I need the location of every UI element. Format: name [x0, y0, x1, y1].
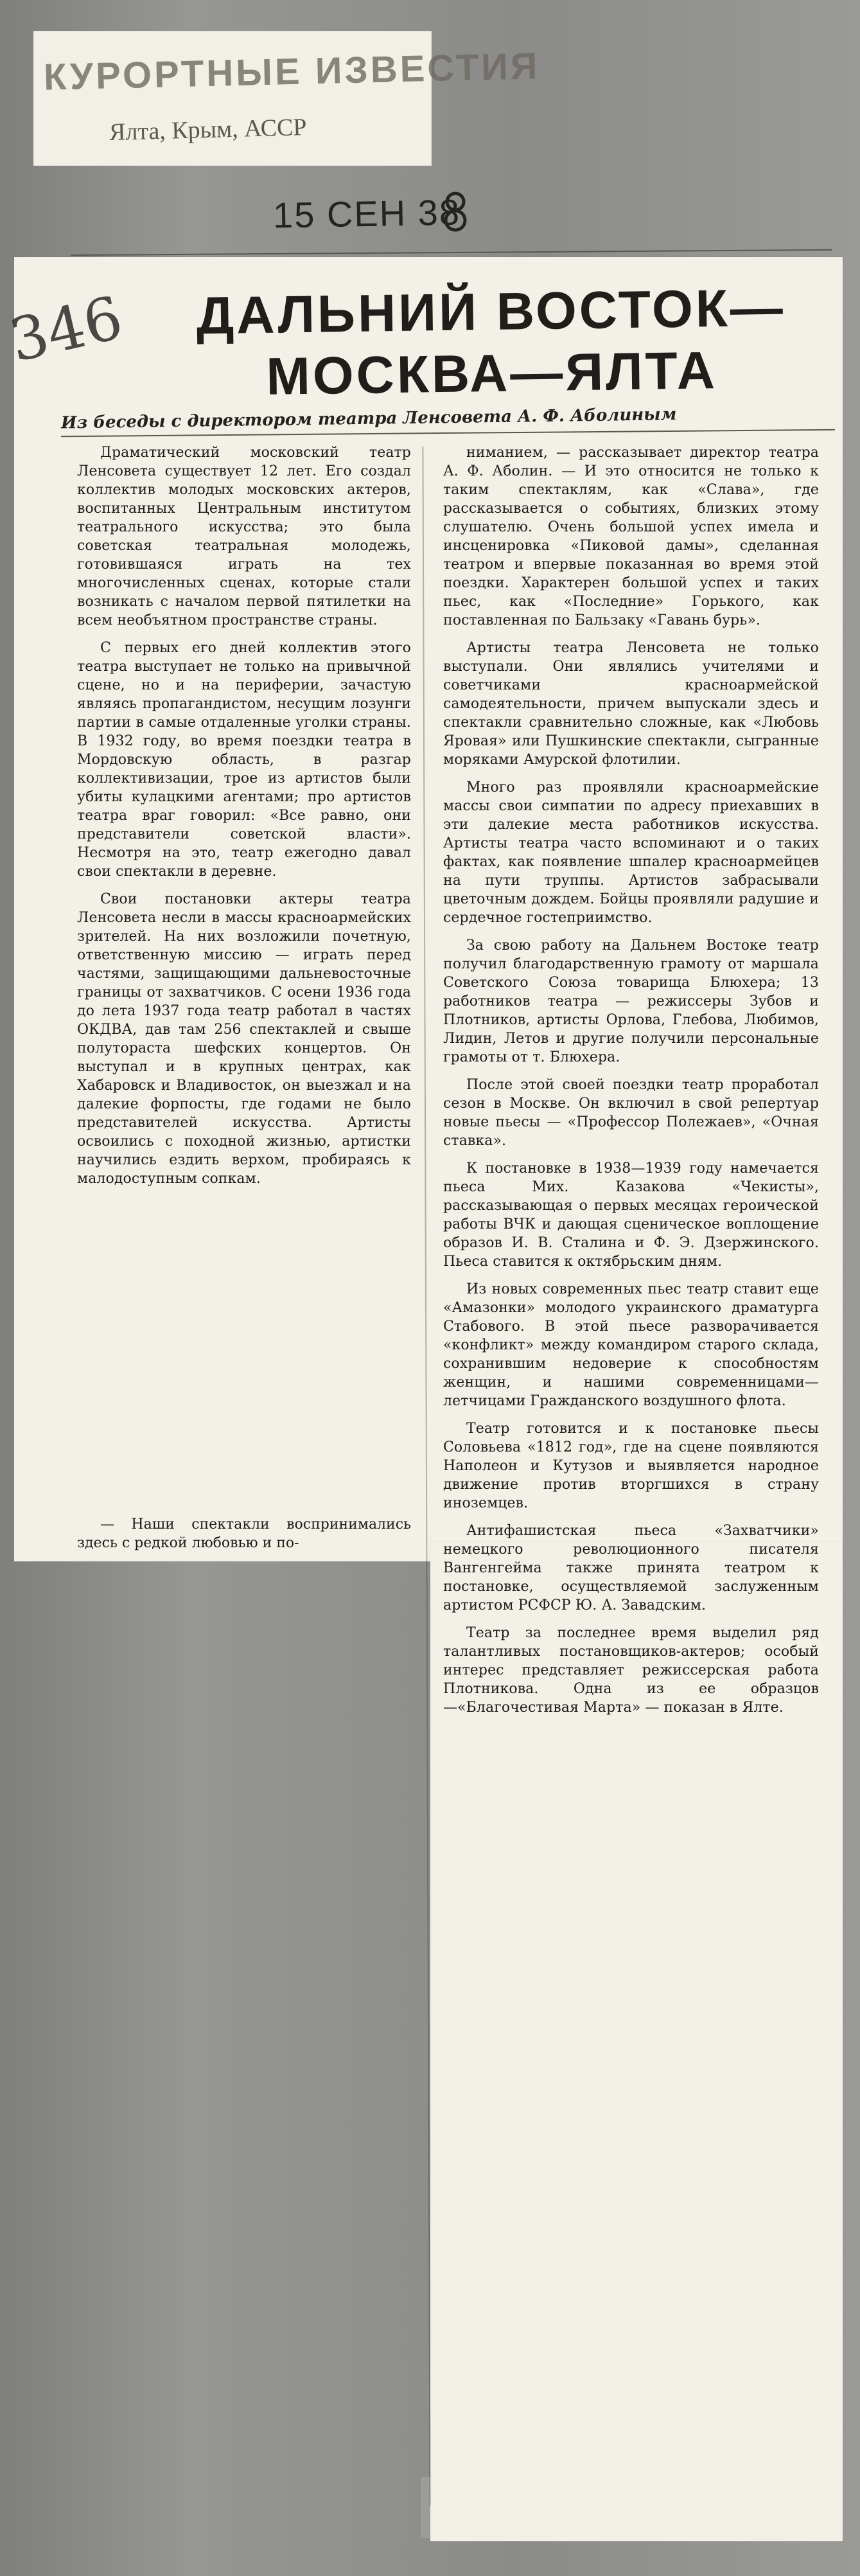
paragraph: Театр готовится и к постановке пьесы Соловьева «1812 год», где на сцене появляются Наполеон и Кутузов и выявляется народное движение против вторгшихся в страну иноземцев.: [443, 1421, 819, 1511]
paragraph: Артисты театра Ленсовета не только выступали. Они являлись учителями и советчиками красноармейской самодеятельности, причем выпускали здесь и спектакли сравнительно сложные, как «Любовь Яровая» или Пушкинские спектакли, сыгранные моряками Амурской флотилии.: [443, 640, 819, 768]
top-divider-line: [71, 249, 832, 256]
paragraph: Театр за последнее время выделил ряд талантливых постановщиков-актеров; особый интерес представляет режиссерская работа Плотникова. Одна из ее образцов—«Благочестивая Марта» — показан в Ялте.: [443, 1625, 819, 1716]
left-text-column: [77, 443, 411, 1542]
double-circle-icon: [441, 190, 469, 234]
paragraph: Свои постановки актеры театра Ленсовета несли в массы красноармейских зрителей. На них возложили почетную, ответственную миссию — играть перед частями, защищающими дальневосточные границы от захватчиков. С осени 1936 года до лета 1937 года театр работал в частях ОКДВА, дав там 256 спектаклей и свыше полутораста шефских концертов. Он выступал и в крупных центрах, как Хабаровск и Владивосток, он выезжал и на далекие форпосты, где годами не было представителей искусства. Артисты освоились с походной жизнью, артистки научились ездить верхом, пробираясь к малодоступным сопкам.: [77, 891, 411, 1187]
paragraph: За свою работу на Дальнем Востоке театр получил благодарственную грамоту от маршала Советского Союза товарища Блюхера; 13 работников театра — режиссеры Зубов и Плотников, артисты Орлова, Глебова, Любимов, Лидин, Летов и другие получили персональные грамоты от т. Блюхера.: [443, 937, 819, 1065]
headline-line-2: МОСКВА—ЯЛТА: [265, 341, 718, 406]
paragraph: Много раз проявляли красноармейские массы свои симпатии по адресу приехавших в эти далекие места работников искусства. Артисты театра часто вспоминают и о таких фактах, как появление шпалер красноармейцев на пути труппы. Артистов забрасывали цветочным дождем. Бойцы проявляли радушие и сердечное гостеприимство.: [443, 779, 819, 926]
article-subtitle: Из беседы с директором театра Ленсовета А. Ф. Аболиным: [60, 405, 677, 433]
paragraph: С первых его дней коллектив этого театра выступает не только на привычной сцене, но и на периферии, зачастую являясь пропагандистом, несущим лозунги партии в самые отдаленные уголки страны. В 1932 году, во время поездки театра в Мордовскую область, в разгар коллективизации, трое из артистов были убиты кулацкими агентами; про артистов театра враг говорил: «Все равно, они представители советской власти». Несмотря на это, театр ежегодно давал свои спектакли в деревне.: [77, 640, 411, 880]
paper-wear-overlay: [421, 2477, 841, 2538]
paragraph: ниманием, — рассказывает директор театра А. Ф. Аболин. — И это относится не только к таким спектаклям, как «Слава», где рассказывается о событиях, близких этому слушателю. Очень большой успех имела и инсценировка «Пиковой дамы», сделанная театром и впервые показанная во время этой поездки. Характерен большой успех и таких пьес, как «Последние» Горького, как поставленная по Бальзаку «Гавань бурь».: [443, 445, 819, 628]
masthead-subtitle: Ялта, Крым, АССР: [109, 113, 308, 147]
left-column-last-paragraph: — Наши спектакли воспринимались здесь с редкой любовью и по-: [77, 1516, 411, 1551]
handwritten-annotation: 346: [3, 283, 129, 376]
paragraph: После этой своей поездки театр проработал сезон в Москве. Он включил в свой репертуар новые пьесы — «Профессор Полежаев», «Очная ставка».: [443, 1077, 819, 1149]
date-stamp: 15 СЕН 38: [272, 191, 461, 236]
masthead-title: КУРОРТНЫЕ ИЗВЕСТИЯ: [43, 45, 541, 98]
paragraph: Из новых современных пьес театр ставит еще «Амазонки» молодого украинского драматурга Стабового. В этой пьесе разворачивается «конфликт» между командиром старого склада, сохранившим недоверие к способностям женщин, и нашими современницами—летчицами Гражданского воздушного флота.: [443, 1281, 819, 1409]
paragraph: Антифашистская пьеса «Захватчики» немецкого революционного писателя Вангенгейма также принята театром к постановке, осуществляемой заслуженным артистом РСФСР Ю. А. Завадским.: [443, 1523, 819, 1613]
right-text-column: [443, 443, 819, 2461]
paragraph: К постановке в 1938—1939 году намечается пьеса Мих. Казакова «Чекисты», рассказывающая о первых месяцах героической работы ВЧК и дающая сценическое воплощение образов И. В. Сталина и Ф. Э. Дзержинского. Пьеса ставится к октябрьским дням.: [443, 1160, 819, 1270]
article-headline: [160, 277, 823, 409]
paragraph: Драматический московский театр Ленсовета существует 12 лет. Его создал коллектив молодых московских актеров, воспитанных Центральным институтом театрального искусства; это была советская театральная молодежь, готовившаяся играть на тех многочисленных сценах, которые стали возникать с началом первой пятилетки на всем необъятном пространстве страны.: [77, 445, 411, 628]
headline-line-1: ДАЛЬНИЙ ВОСТОК—: [196, 278, 786, 346]
